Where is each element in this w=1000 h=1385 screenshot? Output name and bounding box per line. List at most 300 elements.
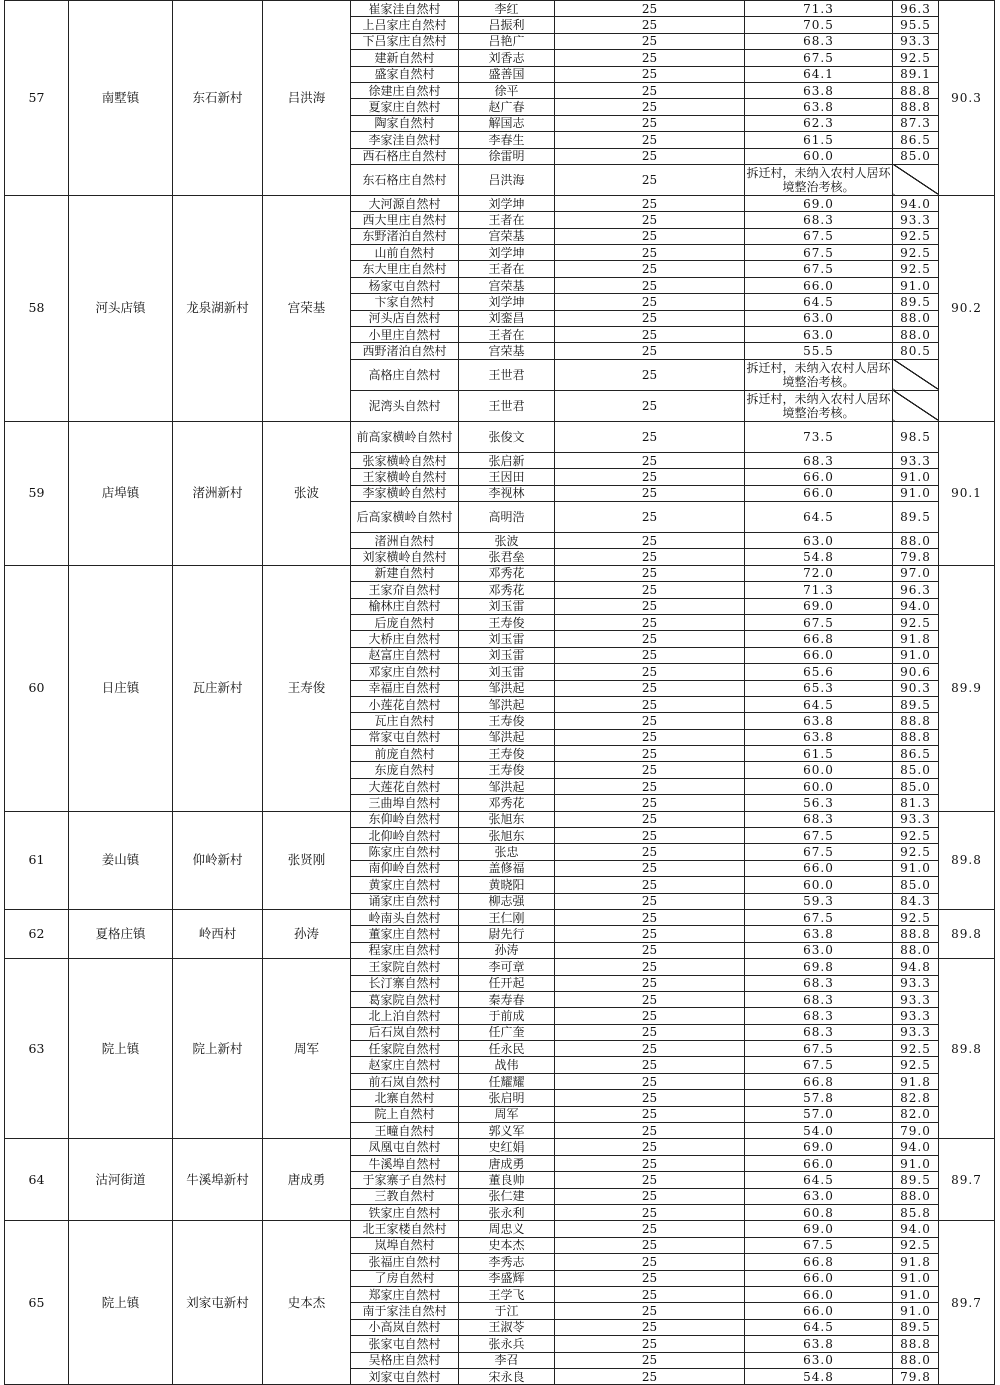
natural-village-name: 后石岚自然村 <box>351 1024 459 1040</box>
base-score: 25 <box>555 228 745 244</box>
base-score: 25 <box>555 680 745 696</box>
natural-village-name: 后高家横岭自然村 <box>351 501 459 532</box>
base-score: 25 <box>555 746 745 762</box>
row-total-score: 79.8 <box>893 549 939 565</box>
assessment-score: 57.8 <box>745 1090 893 1106</box>
base-score: 25 <box>555 1041 745 1057</box>
base-score: 25 <box>555 195 745 211</box>
base-score: 25 <box>555 1336 745 1352</box>
assessment-score: 67.5 <box>745 228 893 244</box>
row-total-score: 90.6 <box>893 664 939 680</box>
base-score: 25 <box>555 549 745 565</box>
natural-village-name: 河头店自然村 <box>351 310 459 326</box>
group-number: 62 <box>5 909 69 958</box>
base-score: 25 <box>555 132 745 148</box>
table-row <box>5 811 995 827</box>
natural-village-name: 西野渚泊自然村 <box>351 343 459 359</box>
assessment-score: 68.3 <box>745 33 893 49</box>
village-leader: 张旭东 <box>459 811 555 827</box>
row-total-score: 91.0 <box>893 860 939 876</box>
assessment-score: 69.0 <box>745 195 893 211</box>
group-total-score: 90.1 <box>939 421 995 565</box>
assessment-score: 63.8 <box>745 82 893 98</box>
row-total-score: 92.5 <box>893 614 939 630</box>
assessment-score: 66.0 <box>745 1286 893 1302</box>
base-score: 25 <box>555 294 745 310</box>
natural-village-name: 黄家庄自然村 <box>351 877 459 893</box>
table-row <box>5 1139 995 1155</box>
base-score: 25 <box>555 212 745 228</box>
new-village-name: 仰岭新村 <box>173 811 263 909</box>
row-total-score: 82.8 <box>893 1090 939 1106</box>
base-score: 25 <box>555 664 745 680</box>
base-score: 25 <box>555 1139 745 1155</box>
row-total-score: 91.0 <box>893 485 939 501</box>
village-leader: 刘香志 <box>459 50 555 66</box>
assessment-score: 64.5 <box>745 696 893 712</box>
row-total-score: 92.5 <box>893 261 939 277</box>
assessment-score: 60.0 <box>745 762 893 778</box>
village-leader: 盖修福 <box>459 860 555 876</box>
score-table <box>4 0 995 1385</box>
natural-village-name: 南仰岭自然村 <box>351 860 459 876</box>
slash-cell <box>893 390 939 421</box>
note-cell: 拆迁村，未纳入农村人居环境整治考核。 <box>746 391 891 420</box>
row-total-score: 88.0 <box>893 532 939 548</box>
assessment-score: 63.8 <box>745 713 893 729</box>
natural-village-name: 常家屯自然村 <box>351 729 459 745</box>
natural-village-name: 上吕家庄自然村 <box>351 17 459 33</box>
new-village-name: 龙泉湖新村 <box>173 195 263 421</box>
row-total-score: 93.3 <box>893 991 939 1007</box>
village-leader: 任耀耀 <box>459 1073 555 1089</box>
natural-village-name: 东大里庄自然村 <box>351 261 459 277</box>
assessment-score: 66.8 <box>745 631 893 647</box>
base-score: 25 <box>555 762 745 778</box>
natural-village-name: 长汀寨自然村 <box>351 975 459 991</box>
assessment-score: 67.5 <box>745 261 893 277</box>
row-total-score: 92.5 <box>893 50 939 66</box>
assessment-score: 66.0 <box>745 1303 893 1319</box>
village-leader: 刘玉雷 <box>459 631 555 647</box>
group-number: 59 <box>5 421 69 565</box>
village-leader: 宫荣基 <box>459 277 555 293</box>
responsible-person: 周军 <box>263 959 351 1139</box>
row-total-score: 88.8 <box>893 1336 939 1352</box>
assessment-score: 55.5 <box>745 343 893 359</box>
base-score: 25 <box>555 959 745 975</box>
village-leader: 宋永良 <box>459 1368 555 1384</box>
village-leader: 任广奎 <box>459 1024 555 1040</box>
assessment-score: 72.0 <box>745 565 893 581</box>
group-number: 60 <box>5 565 69 811</box>
group-total-score: 90.2 <box>939 195 995 421</box>
village-leader: 邓秀花 <box>459 795 555 811</box>
assessment-score: 61.5 <box>745 132 893 148</box>
row-total-score: 89.5 <box>893 696 939 712</box>
village-leader: 王仁刚 <box>459 909 555 925</box>
village-leader: 史本杰 <box>459 1237 555 1253</box>
assessment-score: 67.5 <box>745 909 893 925</box>
group-total-score: 90.3 <box>939 1 995 196</box>
row-total-score: 86.5 <box>893 132 939 148</box>
village-leader: 王因田 <box>459 469 555 485</box>
note-cell: 拆迁村，未纳入农村人居环境整治考核。 <box>746 165 891 194</box>
village-leader: 张波 <box>459 532 555 548</box>
natural-village-name: 刘家横岭自然村 <box>351 549 459 565</box>
base-score: 25 <box>555 164 745 195</box>
village-leader: 李召 <box>459 1352 555 1368</box>
village-leader: 战伟 <box>459 1057 555 1073</box>
assessment-score: 66.0 <box>745 277 893 293</box>
assessment-score: 65.6 <box>745 664 893 680</box>
assessment-score: 69.8 <box>745 959 893 975</box>
group-number: 64 <box>5 1139 69 1221</box>
base-score: 25 <box>555 844 745 860</box>
assessment-score: 69.0 <box>745 1221 893 1237</box>
row-total-score: 94.0 <box>893 1139 939 1155</box>
base-score: 25 <box>555 991 745 1007</box>
base-score: 25 <box>555 1221 745 1237</box>
village-leader: 邹洪起 <box>459 696 555 712</box>
row-total-score: 88.0 <box>893 942 939 958</box>
row-total-score: 93.3 <box>893 33 939 49</box>
assessment-score: 63.8 <box>745 926 893 942</box>
assessment-score: 60.8 <box>745 1205 893 1221</box>
natural-village-name: 徐建庄自然村 <box>351 82 459 98</box>
table-row <box>5 565 995 581</box>
natural-village-name: 北仰岭自然村 <box>351 828 459 844</box>
base-score: 25 <box>555 696 745 712</box>
natural-village-name: 邓家庄自然村 <box>351 664 459 680</box>
assessment-score: 68.3 <box>745 811 893 827</box>
assessment-score: 68.3 <box>745 452 893 468</box>
natural-village-name: 了房自然村 <box>351 1270 459 1286</box>
base-score: 25 <box>555 469 745 485</box>
base-score: 25 <box>555 532 745 548</box>
natural-village-name: 张家横岭自然村 <box>351 452 459 468</box>
natural-village-name: 榆林庄自然村 <box>351 598 459 614</box>
responsible-person: 吕洪海 <box>263 1 351 196</box>
row-total-score: 92.5 <box>893 1057 939 1073</box>
assessment-score: 59.3 <box>745 893 893 909</box>
village-leader: 刘学坤 <box>459 294 555 310</box>
assessment-score: 63.8 <box>745 99 893 115</box>
row-total-score: 85.0 <box>893 778 939 794</box>
assessment-score: 60.0 <box>745 778 893 794</box>
row-total-score: 88.8 <box>893 99 939 115</box>
natural-village-name: 任家院自然村 <box>351 1041 459 1057</box>
village-leader: 吕振利 <box>459 17 555 33</box>
village-leader: 王寿俊 <box>459 762 555 778</box>
village-leader: 李可章 <box>459 959 555 975</box>
base-score: 25 <box>555 1188 745 1204</box>
natural-village-name: 东石格庄自然村 <box>351 164 459 195</box>
assessment-score: 68.3 <box>745 1008 893 1024</box>
row-total-score: 91.0 <box>893 277 939 293</box>
row-total-score: 92.5 <box>893 245 939 261</box>
row-total-score: 91.0 <box>893 469 939 485</box>
base-score: 25 <box>555 909 745 925</box>
natural-village-name: 张家屯自然村 <box>351 1336 459 1352</box>
assessment-score: 73.5 <box>745 421 893 452</box>
group-total-score: 89.8 <box>939 811 995 909</box>
base-score: 25 <box>555 50 745 66</box>
row-total-score: 93.3 <box>893 452 939 468</box>
row-total-score: 94.0 <box>893 195 939 211</box>
assessment-score: 67.5 <box>745 828 893 844</box>
base-score: 25 <box>555 1155 745 1171</box>
new-village-name: 刘家屯新村 <box>173 1221 263 1385</box>
row-total-score: 91.0 <box>893 1303 939 1319</box>
base-score: 25 <box>555 860 745 876</box>
row-total-score: 85.0 <box>893 148 939 164</box>
natural-village-name: 小莲花自然村 <box>351 696 459 712</box>
row-total-score: 88.8 <box>893 713 939 729</box>
assessment-score: 66.0 <box>745 485 893 501</box>
village-leader: 赵广春 <box>459 99 555 115</box>
row-total-score: 81.3 <box>893 795 939 811</box>
row-total-score: 92.5 <box>893 909 939 925</box>
assessment-score: 67.5 <box>745 614 893 630</box>
assessment-score: 64.1 <box>745 66 893 82</box>
natural-village-name: 南于家洼自然村 <box>351 1303 459 1319</box>
natural-village-name: 高格庄自然村 <box>351 359 459 390</box>
row-total-score: 93.3 <box>893 212 939 228</box>
village-leader: 邓秀花 <box>459 582 555 598</box>
natural-village-name: 幸福庄自然村 <box>351 680 459 696</box>
base-score: 25 <box>555 501 745 532</box>
village-leader: 于前成 <box>459 1008 555 1024</box>
row-total-score: 96.3 <box>893 1 939 17</box>
assessment-score: 57.0 <box>745 1106 893 1122</box>
assessment-score: 63.0 <box>745 327 893 343</box>
base-score: 25 <box>555 1057 745 1073</box>
base-score: 25 <box>555 1205 745 1221</box>
group-total-score: 89.9 <box>939 565 995 811</box>
row-total-score: 93.3 <box>893 1008 939 1024</box>
row-total-score: 88.0 <box>893 1352 939 1368</box>
row-total-score: 95.5 <box>893 17 939 33</box>
assessment-score: 69.0 <box>745 1139 893 1155</box>
table-row <box>5 1221 995 1237</box>
row-total-score: 93.3 <box>893 1024 939 1040</box>
village-leader: 李春生 <box>459 132 555 148</box>
row-total-score: 92.5 <box>893 828 939 844</box>
row-total-score: 85.0 <box>893 877 939 893</box>
village-leader: 秦寿春 <box>459 991 555 1007</box>
table-row <box>5 421 995 452</box>
new-village-name: 东石新村 <box>173 1 263 196</box>
base-score: 25 <box>555 327 745 343</box>
town-name: 日庄镇 <box>69 565 173 811</box>
slash-cell <box>893 359 939 390</box>
natural-village-name: 小高岚自然村 <box>351 1319 459 1335</box>
natural-village-name: 杨家屯自然村 <box>351 277 459 293</box>
base-score: 25 <box>555 926 745 942</box>
village-leader: 王寿俊 <box>459 614 555 630</box>
responsible-person: 宫荣基 <box>263 195 351 421</box>
base-score: 25 <box>555 99 745 115</box>
row-total-score: 88.8 <box>893 926 939 942</box>
base-score: 25 <box>555 893 745 909</box>
natural-village-name: 王家院自然村 <box>351 959 459 975</box>
village-leader: 张永利 <box>459 1205 555 1221</box>
row-total-score: 98.5 <box>893 421 939 452</box>
base-score: 25 <box>555 975 745 991</box>
assessment-score: 63.0 <box>745 532 893 548</box>
village-leader: 孙涛 <box>459 942 555 958</box>
assessment-score: 54.0 <box>745 1123 893 1139</box>
row-total-score: 89.5 <box>893 1319 939 1335</box>
assessment-score: 68.3 <box>745 212 893 228</box>
natural-village-name: 后庞自然村 <box>351 614 459 630</box>
base-score: 25 <box>555 421 745 452</box>
village-leader: 黄晓阳 <box>459 877 555 893</box>
row-total-score: 79.8 <box>893 1368 939 1384</box>
village-leader: 张旭东 <box>459 828 555 844</box>
row-total-score: 85.0 <box>893 762 939 778</box>
assessment-score: 64.5 <box>745 1319 893 1335</box>
new-village-name: 渚洲新村 <box>173 421 263 565</box>
table-row <box>5 909 995 925</box>
village-leader: 任开起 <box>459 975 555 991</box>
base-score: 25 <box>555 1 745 17</box>
village-leader: 张君垒 <box>459 549 555 565</box>
base-score: 25 <box>555 1073 745 1089</box>
assessment-score: 68.3 <box>745 991 893 1007</box>
natural-village-name: 王家夼自然村 <box>351 582 459 598</box>
assessment-score: 66.8 <box>745 1254 893 1270</box>
natural-village-name: 小里庄自然村 <box>351 327 459 343</box>
base-score: 25 <box>555 647 745 663</box>
village-leader: 刘玉雷 <box>459 598 555 614</box>
base-score: 25 <box>555 565 745 581</box>
base-score: 25 <box>555 582 745 598</box>
town-name: 南墅镇 <box>69 1 173 196</box>
base-score: 25 <box>555 33 745 49</box>
natural-village-name: 王家横岭自然村 <box>351 469 459 485</box>
village-leader: 徐平 <box>459 82 555 98</box>
village-leader: 盛善国 <box>459 66 555 82</box>
assessment-score: 66.0 <box>745 860 893 876</box>
assessment-score: 68.3 <box>745 975 893 991</box>
row-total-score: 85.8 <box>893 1205 939 1221</box>
base-score: 25 <box>555 811 745 827</box>
village-leader: 郭义军 <box>459 1123 555 1139</box>
town-name: 院上镇 <box>69 1221 173 1385</box>
base-score: 25 <box>555 359 745 390</box>
village-leader: 王寿俊 <box>459 713 555 729</box>
base-score: 25 <box>555 942 745 958</box>
new-village-name: 岭西村 <box>173 909 263 958</box>
base-score: 25 <box>555 1024 745 1040</box>
village-leader: 王者在 <box>459 212 555 228</box>
base-score: 25 <box>555 795 745 811</box>
natural-village-name: 东野渚泊自然村 <box>351 228 459 244</box>
row-total-score: 96.3 <box>893 582 939 598</box>
base-score: 25 <box>555 310 745 326</box>
town-name: 夏格庄镇 <box>69 909 173 958</box>
natural-village-name: 渚洲自然村 <box>351 532 459 548</box>
village-leader: 张俊文 <box>459 421 555 452</box>
town-name: 院上镇 <box>69 959 173 1139</box>
new-village-name: 瓦庄新村 <box>173 565 263 811</box>
assessment-score: 67.5 <box>745 1041 893 1057</box>
base-score: 25 <box>555 1319 745 1335</box>
natural-village-name: 王疃自然村 <box>351 1123 459 1139</box>
village-leader: 王学飞 <box>459 1286 555 1302</box>
base-score: 25 <box>555 1090 745 1106</box>
village-leader: 王世君 <box>459 359 555 390</box>
natural-village-name: 三教自然村 <box>351 1188 459 1204</box>
village-leader: 刘玉雷 <box>459 647 555 663</box>
natural-village-name: 刘家屯自然村 <box>351 1368 459 1384</box>
village-leader: 刘玉雷 <box>459 664 555 680</box>
village-leader: 张忠 <box>459 844 555 860</box>
row-total-score: 89.5 <box>893 294 939 310</box>
natural-village-name: 北寨自然村 <box>351 1090 459 1106</box>
natural-village-name: 赵家庄自然村 <box>351 1057 459 1073</box>
group-total-score: 89.7 <box>939 1139 995 1221</box>
natural-village-name: 郑家庄自然村 <box>351 1286 459 1302</box>
note-cell: 拆迁村，未纳入农村人居环境整治考核。 <box>746 360 891 389</box>
village-leader: 宫荣基 <box>459 228 555 244</box>
natural-village-name: 瓦庄自然村 <box>351 713 459 729</box>
assessment-score: 68.3 <box>745 1024 893 1040</box>
row-total-score: 86.5 <box>893 746 939 762</box>
natural-village-name: 泥湾头自然村 <box>351 390 459 421</box>
natural-village-name: 陈家庄自然村 <box>351 844 459 860</box>
group-total-score: 89.8 <box>939 959 995 1139</box>
row-total-score: 91.8 <box>893 1073 939 1089</box>
row-total-score: 88.8 <box>893 82 939 98</box>
town-name: 河头店镇 <box>69 195 173 421</box>
assessment-score: 65.3 <box>745 680 893 696</box>
village-leader: 李秀志 <box>459 1254 555 1270</box>
table-row <box>5 959 995 975</box>
assessment-score: 54.8 <box>745 1368 893 1384</box>
base-score: 25 <box>555 1270 745 1286</box>
row-total-score: 91.0 <box>893 1155 939 1171</box>
assessment-score: 63.0 <box>745 310 893 326</box>
natural-village-name: 大桥庄自然村 <box>351 631 459 647</box>
natural-village-name: 赵富庄自然村 <box>351 647 459 663</box>
village-leader: 柳志强 <box>459 893 555 909</box>
village-leader: 李视林 <box>459 485 555 501</box>
natural-village-name: 前庞自然村 <box>351 746 459 762</box>
base-score: 25 <box>555 115 745 131</box>
village-leader: 周忠义 <box>459 1221 555 1237</box>
village-leader: 唐成勇 <box>459 1155 555 1171</box>
village-leader: 邹洪起 <box>459 729 555 745</box>
village-leader: 王者在 <box>459 261 555 277</box>
row-total-score: 87.3 <box>893 115 939 131</box>
natural-village-name: 牛溪埠自然村 <box>351 1155 459 1171</box>
row-total-score: 88.0 <box>893 327 939 343</box>
natural-village-name: 崔家洼自然村 <box>351 1 459 17</box>
row-total-score: 84.3 <box>893 893 939 909</box>
village-leader: 张永兵 <box>459 1336 555 1352</box>
natural-village-name: 李家洼自然村 <box>351 132 459 148</box>
row-total-score: 94.0 <box>893 598 939 614</box>
base-score: 25 <box>555 729 745 745</box>
village-leader: 吕艳广 <box>459 33 555 49</box>
base-score: 25 <box>555 485 745 501</box>
natural-village-name: 西石格庄自然村 <box>351 148 459 164</box>
assessment-score: 66.8 <box>745 1073 893 1089</box>
assessment-score: 71.3 <box>745 582 893 598</box>
